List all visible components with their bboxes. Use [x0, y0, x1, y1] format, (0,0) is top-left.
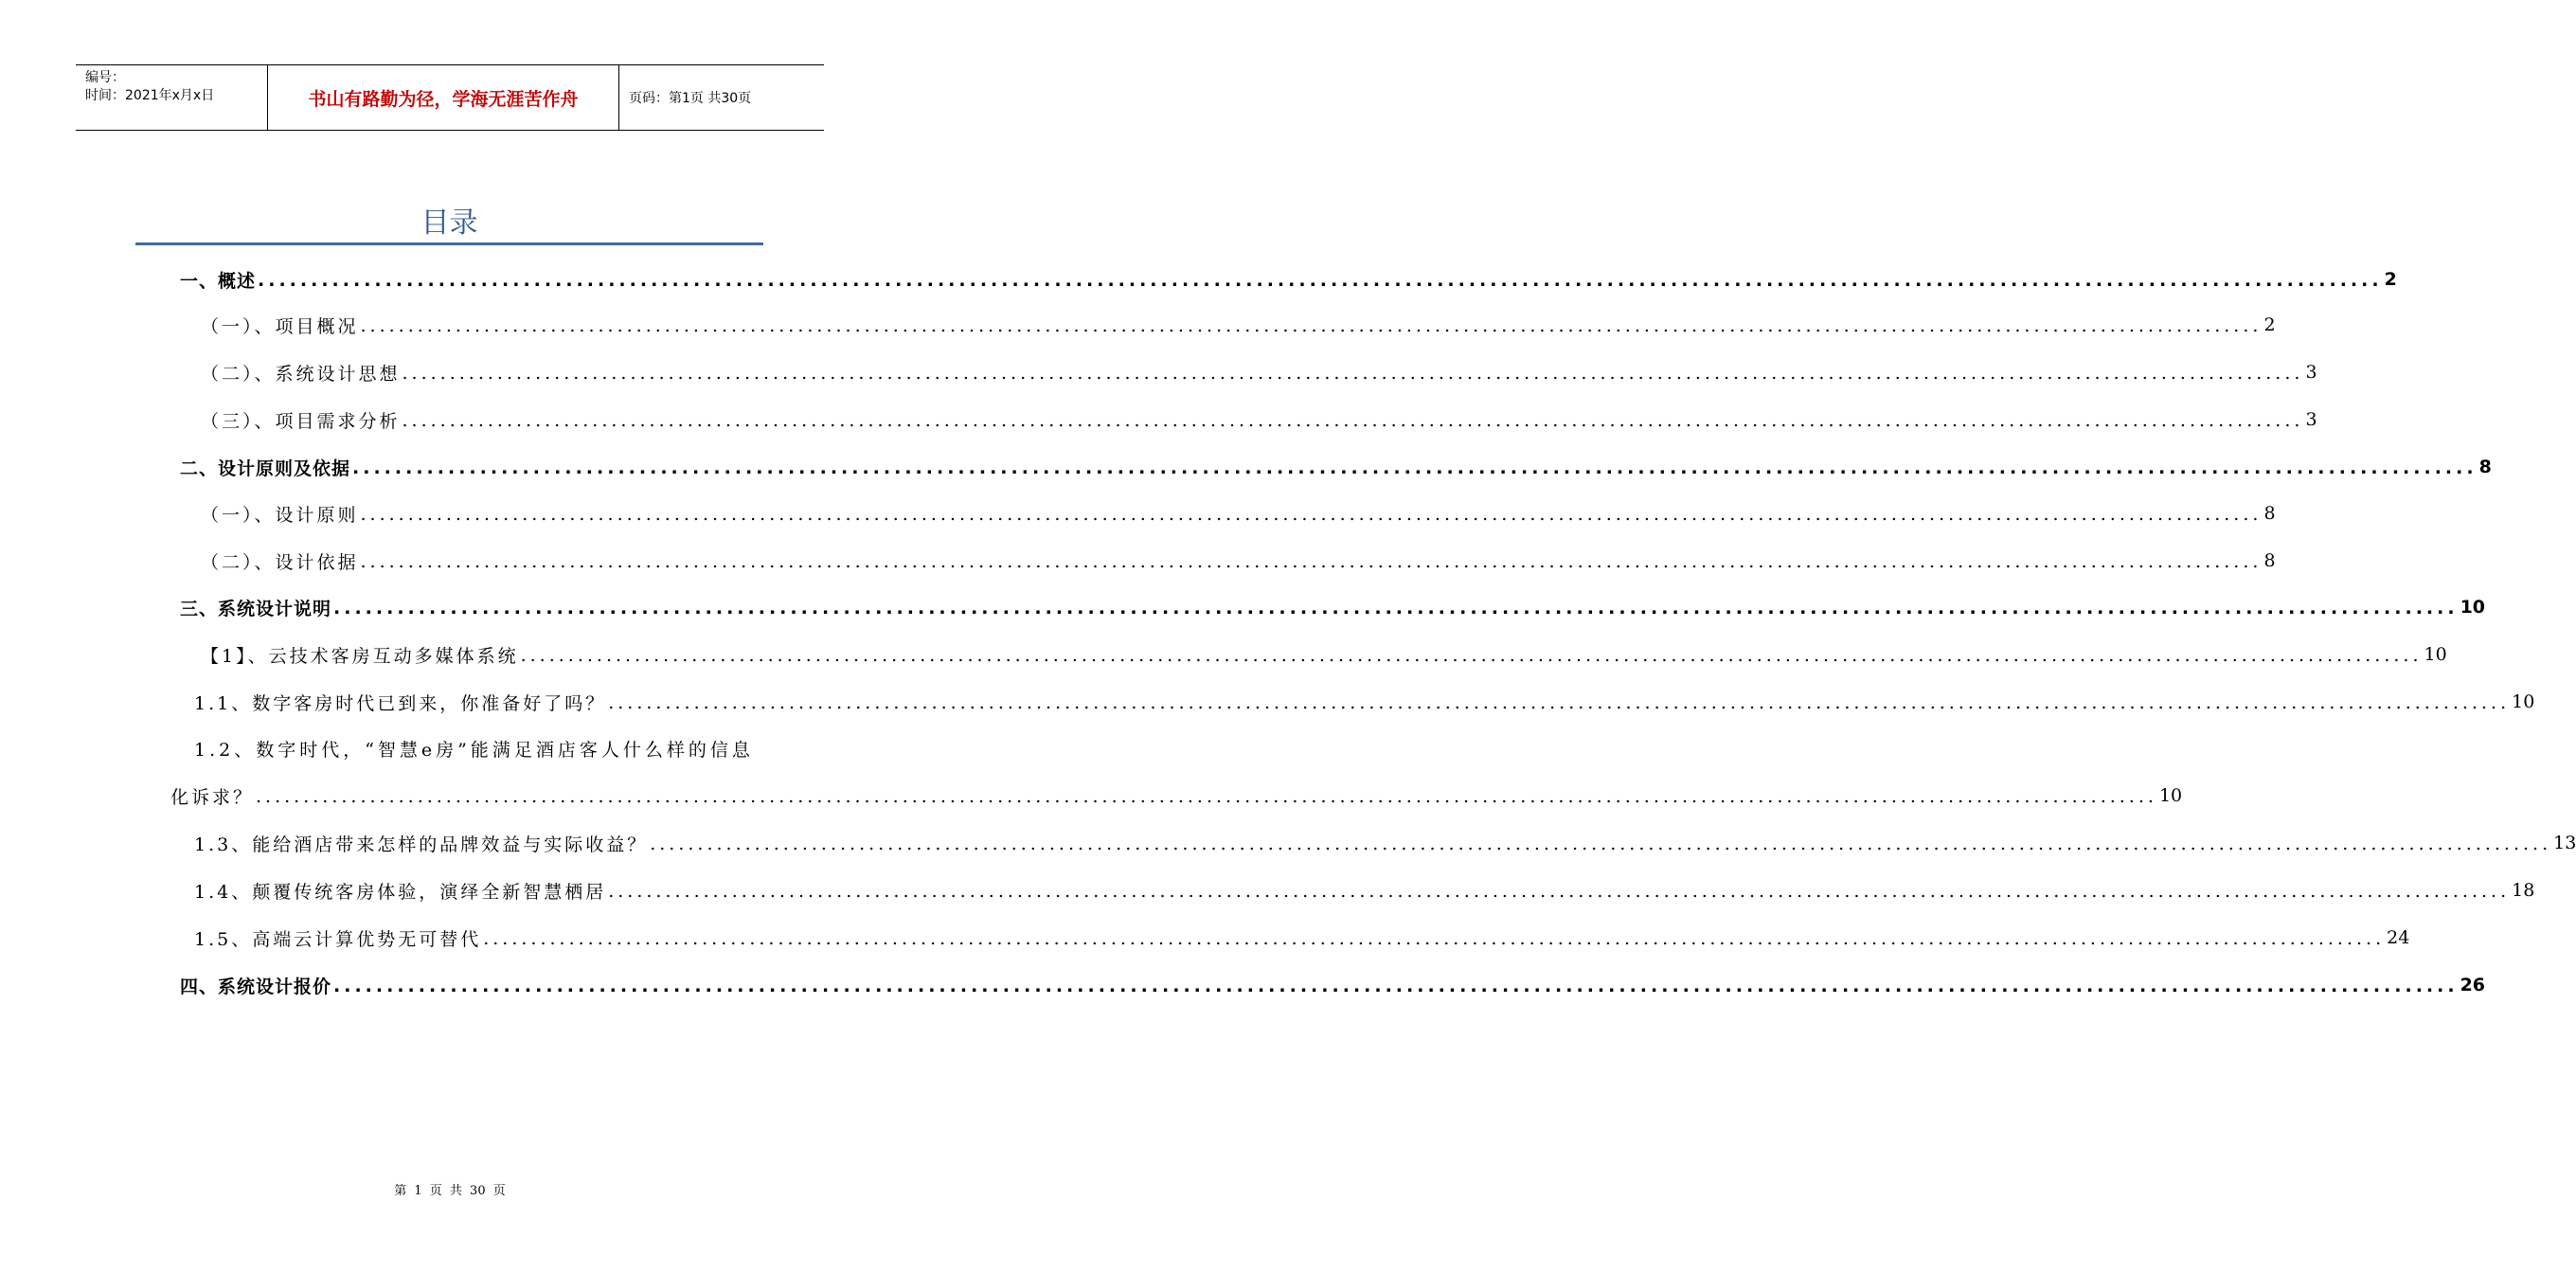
time-label: 时间：2021年x月x日: [85, 88, 215, 103]
toc-entry-page: 8: [2263, 550, 2276, 571]
toc-entry[interactable]: [201, 311, 2276, 339]
toc-leader: ........................................................................................................................................................................................................: [608, 881, 2511, 902]
toc-entry-page: 10: [2424, 644, 2447, 665]
toc-entry-label: 化诉求？: [170, 786, 255, 808]
toc-entry-label: 二、设计原则及依据: [180, 457, 351, 479]
toc-entry[interactable]: [201, 499, 2276, 528]
toc-leader: ........................................................................................................................................................................................................: [608, 692, 2511, 713]
toc-entry[interactable]: [201, 640, 2447, 669]
header-page-info: 页码：第1页 共30页: [629, 91, 752, 106]
toc-title-rule: [135, 242, 763, 245]
toc-entry[interactable]: [180, 453, 2492, 481]
toc-entry-page: 18: [2512, 880, 2535, 901]
toc-entry[interactable]: [201, 358, 2317, 386]
toc-leader: ........................................................................................................................................................................................................: [352, 457, 2478, 478]
toc-title: 目录: [420, 206, 478, 240]
toc-entry[interactable]: [201, 405, 2317, 434]
toc-entry-label: 1.3、能给酒店带来怎样的品牌效益与实际收益？: [194, 834, 649, 855]
toc-entry-page: 8: [2263, 503, 2276, 524]
toc-entry-label: 1.2、数字时代，“智慧e房”能满足酒店客人什么样的信息: [194, 739, 754, 761]
toc-leader: ........................................................................................................................................................................................................: [256, 786, 2157, 807]
toc-entry-page: 13: [2553, 833, 2576, 853]
toc-entry-label: 三、系统设计说明: [180, 598, 332, 619]
toc-entry[interactable]: [194, 923, 2410, 952]
toc-leader: ........................................................................................................................................................................................................: [483, 928, 2386, 949]
toc-entry[interactable]: [194, 876, 2535, 905]
toc-leader: ........................................................................................................................................................................................................: [402, 410, 2304, 431]
toc-entry-page: 8: [2478, 457, 2492, 477]
toc-leader: ........................................................................................................................................................................................................: [650, 834, 2552, 854]
code-label: 编号：: [85, 70, 125, 85]
toc-entry-label: 【1】、云技术客房互动多媒体系统: [201, 645, 519, 667]
toc-entry[interactable]: [194, 734, 762, 762]
toc-entry[interactable]: [180, 265, 2397, 294]
toc-entry-label: （二）、系统设计思想: [201, 363, 401, 385]
toc-entry-page: 3: [2305, 362, 2317, 383]
toc-entry-label: 1.4、颠覆传统客房体验，演绎全新智慧栖居: [194, 881, 607, 903]
toc-entry-label: （一）、设计原则: [201, 504, 359, 526]
toc-entry[interactable]: [194, 688, 2535, 716]
header-meta: [76, 65, 267, 130]
toc-entry[interactable]: [194, 829, 2576, 857]
toc-entry-label: 四、系统设计报价: [180, 976, 332, 997]
toc-entry-page: 26: [2460, 975, 2486, 995]
toc-entry-label: （二）、设计依据: [201, 551, 359, 573]
toc-leader: ........................................................................................................................................................................................................: [402, 363, 2304, 384]
toc-entry-page: 3: [2305, 409, 2317, 430]
toc-entry-page: 10: [2460, 597, 2486, 618]
toc-leader: ........................................................................................................................................................................................................: [360, 551, 2263, 572]
toc-entry-page: 10: [2158, 785, 2183, 806]
toc-entry-page: 2: [2384, 269, 2397, 290]
header-motto: 书山有路勤为径，学海无涯苦作舟: [267, 65, 619, 130]
toc-entry-continuation[interactable]: [170, 781, 2183, 810]
page-header: [76, 64, 824, 131]
toc-leader: ........................................................................................................................................................................................................: [333, 598, 2459, 619]
toc-entry-page: 10: [2512, 691, 2535, 712]
toc-entry[interactable]: [201, 547, 2276, 575]
toc-leader: ........................................................................................................................................................................................................: [360, 315, 2263, 336]
toc-entry-label: 一、概述: [180, 270, 257, 292]
page-footer: 第 1 页 共 30 页: [394, 1184, 506, 1198]
toc-entry-page: 2: [2263, 314, 2276, 335]
toc-entry-label: （三）、项目需求分析: [201, 410, 401, 432]
toc-entry-label: 1.1、数字客房时代已到来，你准备好了吗？: [194, 692, 607, 714]
toc-entry-label: （一）、项目概况: [201, 315, 359, 337]
toc-entry-page: 24: [2387, 927, 2410, 948]
toc-leader: ........................................................................................................................................................................................................: [360, 504, 2263, 525]
toc-leader: ........................................................................................................................................................................................................: [258, 270, 2383, 291]
toc-leader: ........................................................................................................................................................................................................: [520, 645, 2423, 666]
toc-leader: ........................................................................................................................................................................................................: [333, 976, 2459, 996]
toc-entry-label: 1.5、高端云计算优势无可替代: [194, 928, 482, 950]
toc-entry[interactable]: [180, 593, 2486, 621]
toc-entry[interactable]: [180, 971, 2486, 999]
